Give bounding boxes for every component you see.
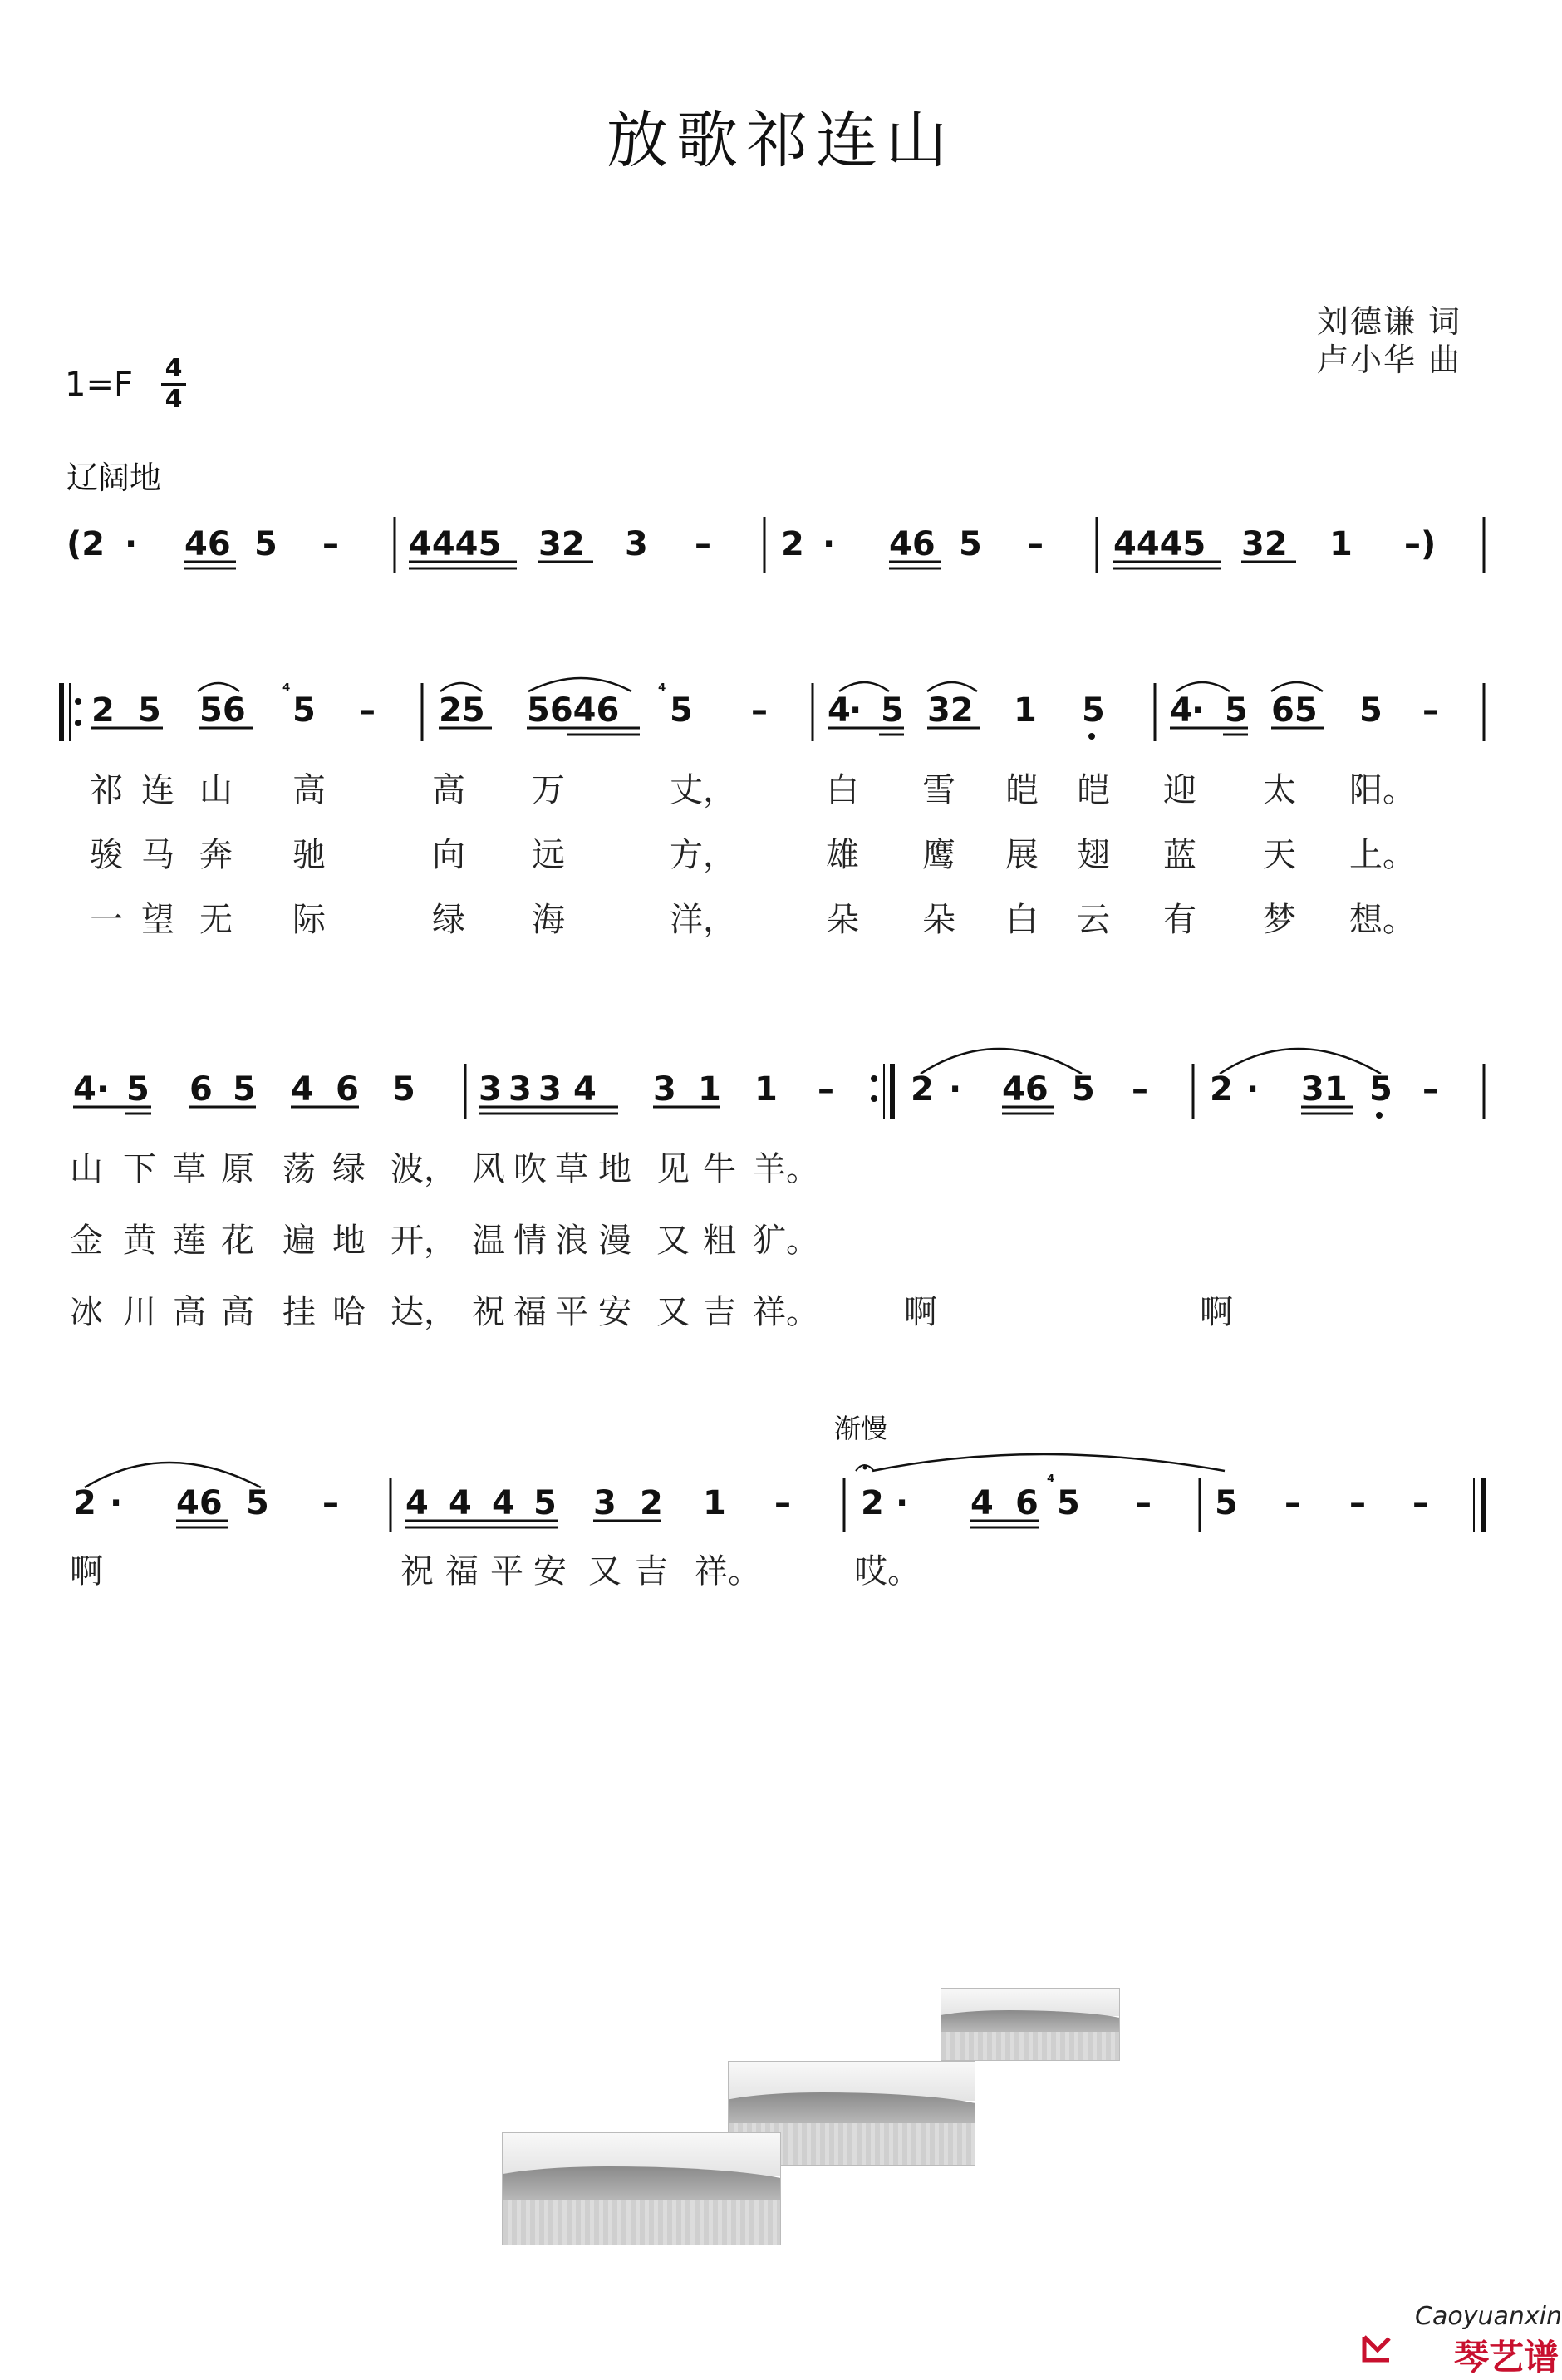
dash: – xyxy=(1135,1484,1152,1522)
dash: – xyxy=(1349,1484,1366,1522)
note: 2 xyxy=(73,1484,96,1522)
note: 2 xyxy=(640,1484,663,1522)
note: 5 xyxy=(1225,691,1248,730)
grassland-photo xyxy=(502,2132,781,2245)
note: 1 xyxy=(1014,691,1037,730)
note: 1 xyxy=(754,1070,778,1109)
svg-text:展: 展 xyxy=(1005,836,1039,874)
note: 5 xyxy=(1057,1484,1080,1522)
svg-text:啊: 啊 xyxy=(904,1293,937,1331)
dash: – xyxy=(322,1484,339,1522)
svg-text:开，: 开， xyxy=(390,1222,457,1260)
svg-text:平: 平 xyxy=(555,1293,588,1331)
note: 65 xyxy=(1271,691,1318,730)
svg-text:白: 白 xyxy=(1005,901,1039,939)
dot: · xyxy=(896,1484,909,1522)
svg-text:金: 金 xyxy=(70,1222,103,1260)
grace-note: ⁴ xyxy=(658,681,666,701)
svg-text:达，: 达， xyxy=(390,1293,457,1331)
note: 5 xyxy=(1369,1070,1393,1109)
svg-text:鹰: 鹰 xyxy=(922,836,955,874)
svg-text:山: 山 xyxy=(199,771,233,809)
svg-text:下: 下 xyxy=(123,1150,156,1188)
dot: · xyxy=(949,1070,962,1109)
svg-text:高: 高 xyxy=(221,1293,254,1331)
note: 1 xyxy=(703,1484,726,1522)
dash-close: –) xyxy=(1404,525,1437,563)
svg-text:吉: 吉 xyxy=(703,1293,736,1331)
svg-text:骏: 骏 xyxy=(90,836,123,874)
note: 32 xyxy=(538,525,585,563)
note: 3 xyxy=(653,1070,676,1109)
dash: – xyxy=(695,525,711,563)
svg-text:黄: 黄 xyxy=(123,1222,156,1260)
note: 46 xyxy=(176,1484,223,1522)
lyric-line-1 xyxy=(90,771,1416,809)
note: 5 xyxy=(1082,691,1105,730)
dash: – xyxy=(322,525,339,563)
note: 3 xyxy=(593,1484,616,1522)
svg-text:皑: 皑 xyxy=(1005,771,1039,809)
grace-note: ⁴ xyxy=(282,681,291,701)
note: 5 xyxy=(233,1070,256,1109)
note: 4 xyxy=(1170,691,1193,730)
dot: · xyxy=(823,525,836,563)
note: 5 xyxy=(1359,691,1383,730)
note: 25 xyxy=(439,691,485,730)
note: 4 xyxy=(828,691,851,730)
note: 46 xyxy=(184,525,231,563)
svg-text:天: 天 xyxy=(1263,836,1296,874)
svg-text:平: 平 xyxy=(490,1552,523,1591)
lyric-line-2 xyxy=(70,1222,819,1260)
svg-text:万: 万 xyxy=(532,771,565,809)
lyrics-refrain xyxy=(70,1150,1233,1331)
lyrics-verse xyxy=(90,771,1416,939)
svg-text:粗: 粗 xyxy=(703,1222,736,1260)
svg-text:冰: 冰 xyxy=(70,1293,103,1331)
dash: – xyxy=(1422,1070,1439,1109)
note: 4 xyxy=(449,1484,472,1522)
note: 1 xyxy=(1329,525,1353,563)
svg-text:福: 福 xyxy=(445,1552,479,1591)
svg-text:又: 又 xyxy=(588,1552,621,1591)
note: 4 xyxy=(73,1070,96,1109)
staff-row-refrain xyxy=(73,1049,1484,1119)
svg-text:犷。: 犷。 xyxy=(753,1222,819,1260)
note: 6 xyxy=(336,1070,359,1109)
svg-text:驰: 驰 xyxy=(292,836,326,874)
svg-text:温: 温 xyxy=(472,1222,505,1260)
svg-text:高: 高 xyxy=(432,771,465,809)
note: 5 xyxy=(254,525,278,563)
svg-text:波，: 波， xyxy=(390,1150,457,1188)
note: 4 xyxy=(492,1484,515,1522)
svg-text:一: 一 xyxy=(90,901,123,939)
tempo-marking: 辽阔地 xyxy=(66,460,162,496)
svg-text:哈: 哈 xyxy=(332,1293,366,1331)
svg-text:川: 川 xyxy=(123,1293,156,1331)
note: 4445 xyxy=(1113,525,1206,563)
song-title: 放歌祁连山 xyxy=(607,105,955,176)
time-signature-top: 4 xyxy=(165,354,183,383)
logo-icon xyxy=(1361,2332,1393,2365)
dot: · xyxy=(849,691,862,730)
lyric-line-2 xyxy=(90,836,1416,874)
watermark-text: Caoyuanxin xyxy=(1415,2302,1562,2331)
svg-text:翅: 翅 xyxy=(1077,836,1110,874)
note: 5 xyxy=(138,691,161,730)
svg-text:祥。: 祥。 xyxy=(695,1552,761,1591)
svg-text:吹: 吹 xyxy=(513,1150,547,1188)
svg-text:朵: 朵 xyxy=(922,901,955,939)
svg-text:高: 高 xyxy=(173,1293,206,1331)
note: 5 xyxy=(959,525,982,563)
note: 6 xyxy=(1015,1484,1039,1522)
svg-text:荡: 荡 xyxy=(282,1150,316,1188)
note: 4 xyxy=(405,1484,429,1522)
note: 3 xyxy=(625,525,648,563)
svg-text:雪: 雪 xyxy=(922,771,955,809)
svg-text:际: 际 xyxy=(292,901,326,939)
svg-text:上。: 上。 xyxy=(1349,836,1416,874)
svg-text:浪: 浪 xyxy=(555,1222,588,1260)
svg-text:遍: 遍 xyxy=(282,1222,316,1260)
svg-text:草: 草 xyxy=(173,1150,206,1188)
note: 2 xyxy=(861,1484,884,1522)
svg-text:洋，: 洋， xyxy=(670,901,736,939)
dot: · xyxy=(125,525,138,563)
svg-text:绿: 绿 xyxy=(432,901,465,939)
svg-text:望: 望 xyxy=(141,901,174,939)
note: 2 xyxy=(911,1070,934,1109)
svg-text:丈，: 丈， xyxy=(670,771,736,809)
dot: · xyxy=(110,1484,123,1522)
svg-text:牛: 牛 xyxy=(703,1150,736,1188)
svg-text:安: 安 xyxy=(533,1552,567,1591)
note: 3 xyxy=(508,1070,532,1109)
staff-row-intro xyxy=(66,517,1484,573)
note: 5 xyxy=(392,1070,415,1109)
svg-text:皑: 皑 xyxy=(1077,771,1110,809)
dot: · xyxy=(96,1070,110,1109)
svg-text:想。: 想。 xyxy=(1349,901,1416,939)
note: 1 xyxy=(698,1070,721,1109)
svg-text:蓝: 蓝 xyxy=(1163,836,1196,874)
dash: – xyxy=(1284,1484,1301,1522)
svg-text:远: 远 xyxy=(532,836,565,874)
svg-text:云: 云 xyxy=(1077,901,1110,939)
dash: – xyxy=(774,1484,791,1522)
svg-text:又: 又 xyxy=(656,1222,690,1260)
svg-text:梦: 梦 xyxy=(1263,901,1296,939)
note: 5646 xyxy=(527,691,620,730)
key-signature: 1=F xyxy=(65,366,133,404)
svg-text:海: 海 xyxy=(532,901,565,939)
svg-text:花: 花 xyxy=(221,1222,254,1260)
svg-text:福: 福 xyxy=(513,1293,547,1331)
note: 5 xyxy=(246,1484,269,1522)
svg-text:祥。: 祥。 xyxy=(753,1293,819,1331)
note: 5 xyxy=(881,691,904,730)
dash: – xyxy=(359,691,376,730)
svg-text:吉: 吉 xyxy=(635,1552,668,1591)
svg-text:祁: 祁 xyxy=(90,771,123,809)
note: 5 xyxy=(292,691,316,730)
lyricist-credit: 刘德谦 词 xyxy=(1317,303,1462,340)
note: 4 xyxy=(291,1070,314,1109)
note: 4445 xyxy=(409,525,502,563)
staff-row-coda xyxy=(73,1413,1484,1532)
note: 5 xyxy=(670,691,693,730)
time-signature-bottom: 4 xyxy=(165,385,183,414)
grace-note: ⁴ xyxy=(1047,1472,1055,1492)
lyric-line-3 xyxy=(90,901,1416,939)
svg-text:向: 向 xyxy=(432,836,465,874)
note: (2 xyxy=(66,525,106,563)
site-logo xyxy=(1356,2302,1562,2378)
lyric-line-1 xyxy=(70,1150,819,1188)
svg-text:地: 地 xyxy=(332,1222,366,1260)
svg-text:祝: 祝 xyxy=(400,1552,434,1591)
svg-text:太: 太 xyxy=(1263,771,1296,809)
svg-text:又: 又 xyxy=(656,1293,690,1331)
svg-text:方，: 方， xyxy=(670,836,736,874)
dash: – xyxy=(751,691,768,730)
svg-text:漫: 漫 xyxy=(598,1222,631,1260)
svg-text:哎。: 哎。 xyxy=(854,1552,921,1591)
svg-text:原: 原 xyxy=(221,1150,254,1188)
note: 5 xyxy=(1215,1484,1238,1522)
svg-text:绿: 绿 xyxy=(332,1150,366,1188)
note: 46 xyxy=(889,525,936,563)
note: 5 xyxy=(533,1484,557,1522)
note: 4 xyxy=(573,1070,597,1109)
svg-text:有: 有 xyxy=(1163,901,1196,939)
svg-text:风: 风 xyxy=(472,1150,505,1188)
ritardando-marking: 渐慢 xyxy=(834,1413,888,1444)
svg-text:马: 马 xyxy=(141,836,174,874)
svg-text:见: 见 xyxy=(656,1150,690,1188)
note: 2 xyxy=(781,525,804,563)
svg-text:朵: 朵 xyxy=(826,901,859,939)
note: 5 xyxy=(126,1070,150,1109)
svg-text:祝: 祝 xyxy=(472,1293,505,1331)
dash: – xyxy=(818,1070,834,1109)
svg-text:草: 草 xyxy=(555,1150,588,1188)
dot: · xyxy=(1191,691,1205,730)
note: 56 xyxy=(199,691,246,730)
staff-row-verse xyxy=(61,678,1484,741)
note: 46 xyxy=(1002,1070,1049,1109)
svg-text:安: 安 xyxy=(598,1293,631,1331)
note: 32 xyxy=(927,691,974,730)
svg-text:地: 地 xyxy=(598,1150,631,1188)
dash: – xyxy=(1422,691,1439,730)
svg-text:情: 情 xyxy=(513,1222,547,1260)
svg-text:雄: 雄 xyxy=(826,836,859,874)
svg-text:高: 高 xyxy=(292,771,326,809)
svg-text:莲: 莲 xyxy=(173,1222,206,1260)
note: 31 xyxy=(1301,1070,1348,1109)
dot: · xyxy=(1246,1070,1260,1109)
svg-text:羊。: 羊。 xyxy=(753,1150,819,1188)
svg-text:啊: 啊 xyxy=(70,1552,103,1591)
note: 3 xyxy=(479,1070,502,1109)
lyric-line-3 xyxy=(70,1293,1233,1331)
lyrics-coda xyxy=(70,1552,921,1591)
note: 4 xyxy=(970,1484,994,1522)
note: 32 xyxy=(1241,525,1288,563)
dash: – xyxy=(1412,1484,1429,1522)
composer-credit: 卢小华 曲 xyxy=(1317,342,1462,378)
note: 3 xyxy=(538,1070,562,1109)
brand-name: 琴艺谱 xyxy=(1453,2337,1559,2378)
svg-text:迎: 迎 xyxy=(1163,771,1196,809)
svg-text:无: 无 xyxy=(199,901,233,939)
note: 2 xyxy=(1210,1070,1233,1109)
dash: – xyxy=(1132,1070,1148,1109)
note: 5 xyxy=(1072,1070,1095,1109)
svg-text:山: 山 xyxy=(70,1150,103,1188)
svg-text:白: 白 xyxy=(826,771,859,809)
svg-text:挂: 挂 xyxy=(282,1293,316,1331)
note: 6 xyxy=(189,1070,213,1109)
dash: – xyxy=(1027,525,1044,563)
svg-text:啊: 啊 xyxy=(1200,1293,1233,1331)
svg-text:阳。: 阳。 xyxy=(1349,771,1416,809)
svg-text:奔: 奔 xyxy=(199,836,233,874)
svg-text:连: 连 xyxy=(141,771,174,809)
note: 2 xyxy=(91,691,115,730)
grassland-photo xyxy=(941,1988,1120,2061)
